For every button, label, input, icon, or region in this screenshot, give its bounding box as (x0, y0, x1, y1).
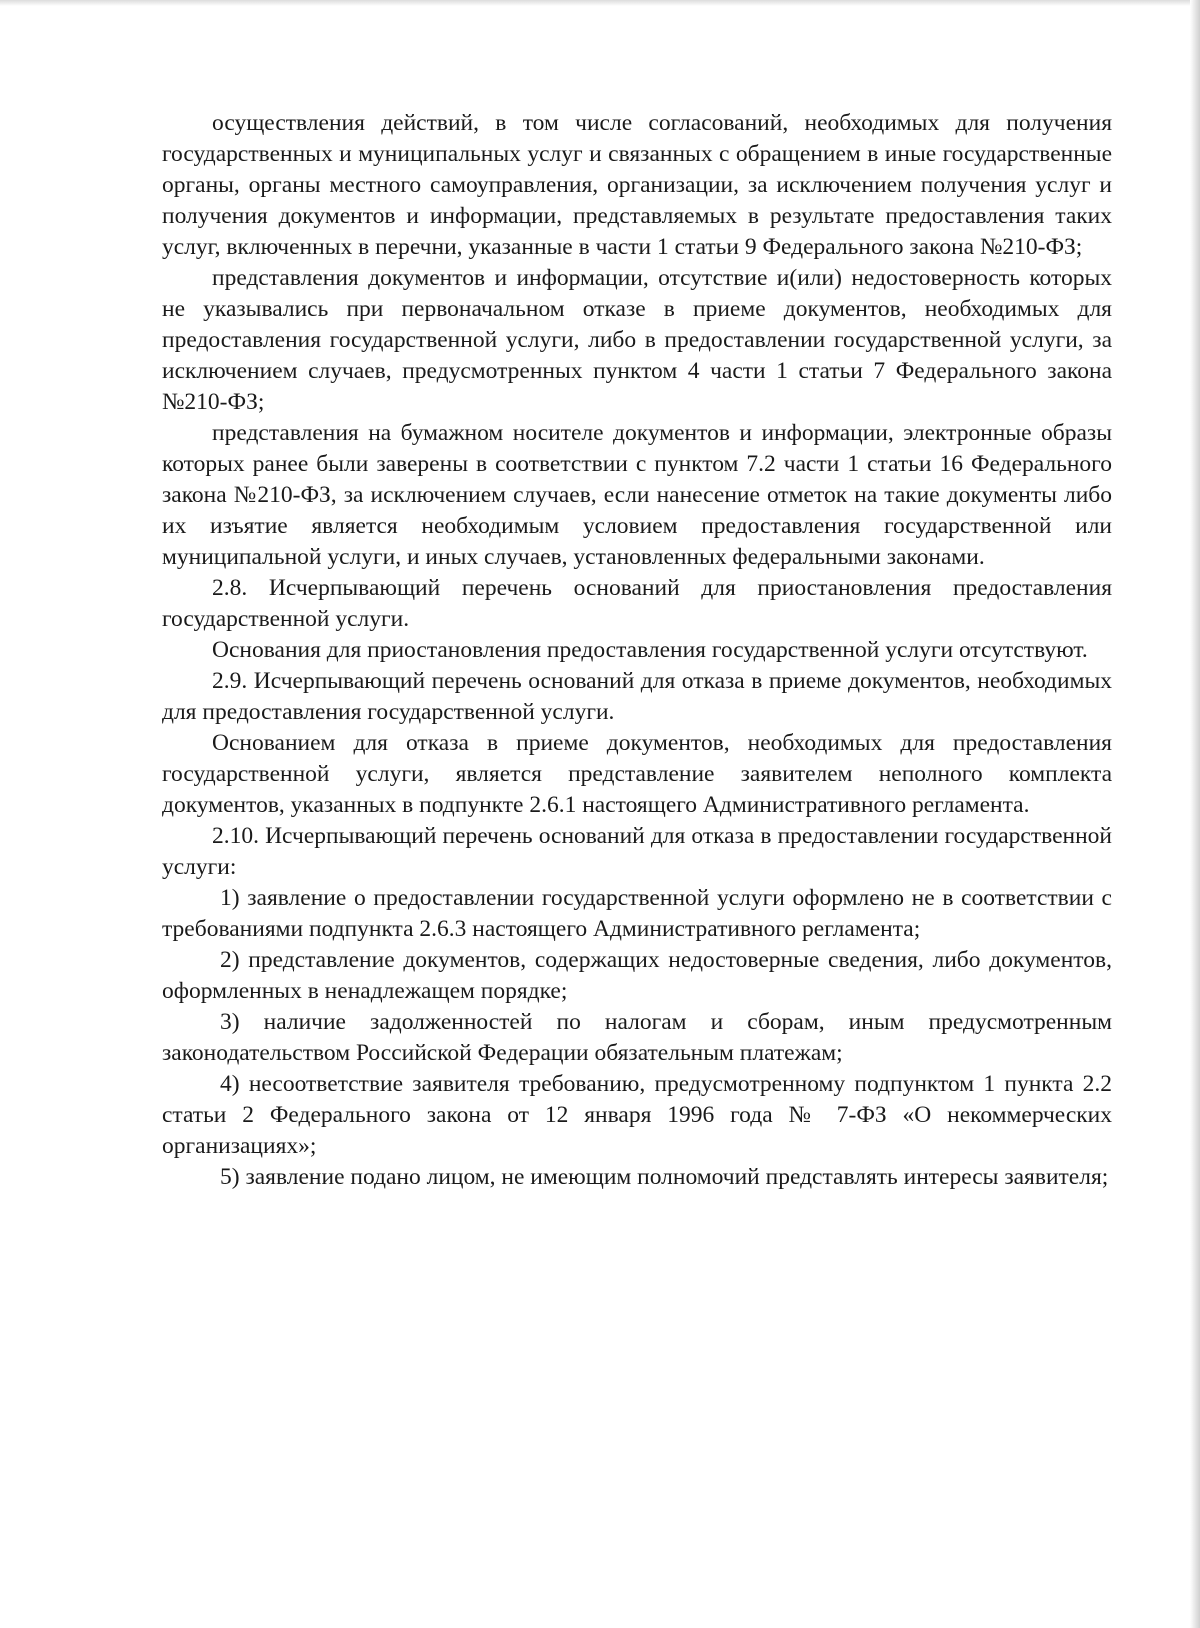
list-item-1: 1) заявление о предоставлении государственной услуги оформлено не в соответствии с требованиями подпункта 2.6.3 настоящего Административного регламента; (162, 885, 1112, 942)
section-2-9-body: Основанием для отказа в приеме документов, необходимых для предоставления государственной услуги, является представление заявителем неполного комплекта документов, указанных в подпункте 2.6.1 настоящего Административного регламента. (162, 730, 1112, 818)
section-2-8-heading: 2.8. Исчерпывающий перечень оснований для приостановления предоставления государственной услуги. (162, 575, 1112, 632)
list-item-2: 2) представление документов, содержащих недостоверные сведения, либо документов, оформленных в ненадлежащем порядке; (162, 947, 1112, 1004)
paragraph-paper-media: представления на бумажном носителе документов и информации, электронные образы которых ранее были заверены в соответствии с пунктом 7.2 части 1 статьи 16 Федерального закона №210-ФЗ, за исключением случаев, если нанесение отметок на такие документы либо их изъятие является необходимым условием предоставления государственной или муниципальной услуги, и иных случаев, установленных федеральными законами. (162, 420, 1112, 570)
document-body (162, 108, 1112, 1193)
paragraph-continuation: осуществления действий, в том числе согласований, необходимых для получения государственных и муниципальных услуг и связанных с обращением в иные государственные органы, органы местного самоуправления, организации, за исключением получения услуг и получения документов и информации, представляемых в результате предоставления таких услуг, включенных в перечни, указанные в части 1 статьи 9 Федерального закона №210-ФЗ; (162, 110, 1112, 260)
scan-edge-top (0, 0, 1200, 6)
section-2-8-body: Основания для приостановления предоставления государственной услуги отсутствуют. (212, 637, 1088, 663)
section-2-10-heading: 2.10. Исчерпывающий перечень оснований для отказа в предоставлении государственной услуги: (162, 823, 1112, 880)
paragraph-documents-information: представления документов и информации, отсутствие и(или) недостоверность которых не указывались при первоначальном отказе в приеме документов, необходимых для предоставления государственной услуги, либо в предоставлении государственной услуги, за исключением случаев, предусмотренных пунктом 4 части 1 статьи 7 Федерального закона №210-ФЗ; (162, 265, 1112, 415)
list-item-5: 5) заявление подано лицом, не имеющим полномочий представлять интересы заявителя; (220, 1164, 1109, 1190)
list-item-4: 4) несоответствие заявителя требованию, предусмотренному подпунктом 1 пункта 2.2 статьи 2 Федерального закона от 12 января 1996 года № 7-ФЗ «О некоммерческих организациях»; (162, 1071, 1112, 1159)
scan-edge-right (1190, 0, 1200, 1628)
list-item-3: 3) наличие задолженностей по налогам и сборам, иным предусмотренным законодательством Российской Федерации обязательным платежам; (162, 1009, 1112, 1066)
section-2-9-heading: 2.9. Исчерпывающий перечень оснований для отказа в приеме документов, необходимых для предоставления государственной услуги. (162, 668, 1112, 725)
